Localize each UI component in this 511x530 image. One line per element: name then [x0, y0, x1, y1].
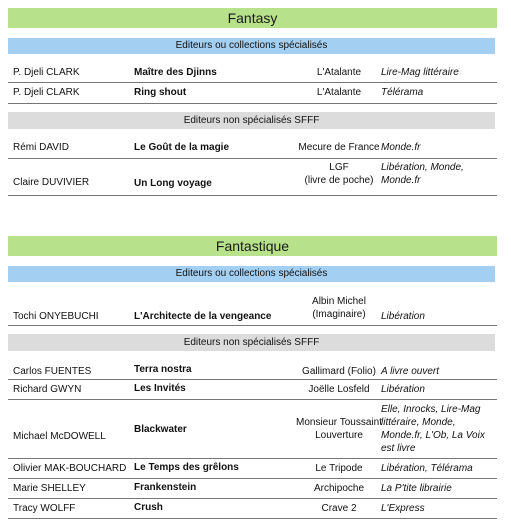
table-row [8, 357, 497, 379]
press-cell: Télérama [381, 87, 424, 98]
press-line: Monde.fr [381, 175, 421, 186]
table-row [8, 134, 497, 158]
press-line: Elle, Inrocks, Lire-Mag [381, 404, 481, 415]
press-cell: Libération [381, 384, 425, 395]
table-row [8, 380, 497, 399]
author-cell: P. Djeli CLARK [13, 67, 80, 78]
publisher-cell: L'Atalante [316, 87, 362, 98]
table-row [8, 83, 497, 103]
section-title-fantastique: Fantastique [8, 236, 497, 256]
author-cell: Richard GWYN [13, 384, 82, 395]
table-row [8, 479, 497, 498]
title-cell: Maître des Djinns [134, 67, 217, 78]
section-title-fantasy: Fantasy [8, 8, 497, 28]
publisher-cell: Gallimard (Folio) [302, 366, 376, 377]
table-row [8, 459, 497, 478]
title-cell: Terra nostra [134, 364, 192, 375]
specialized-header: Editeurs ou collections spécialisés [8, 266, 495, 282]
publisher-cell: Mecure de France [298, 142, 380, 153]
author-cell: Carlos FUENTES [13, 366, 92, 377]
title-cell: Frankenstein [134, 482, 197, 493]
table-row [8, 499, 497, 518]
nonspecialized-header: Editeurs non spécialisés SFFF [8, 112, 495, 129]
author-cell: Claire DUVIVIER [13, 177, 90, 188]
publisher-line: (livre de poche) [304, 175, 374, 186]
specialized-header: Editeurs ou collections spécialisés [8, 38, 495, 54]
row-divider [8, 325, 497, 326]
press-cell [381, 403, 501, 455]
press-cell: Libération, Télérama [381, 463, 473, 474]
author-cell: Tracy WOLFF [13, 503, 76, 514]
row-divider [8, 518, 497, 519]
table-row [8, 159, 497, 195]
publisher-cell: L'Atalante [316, 67, 362, 78]
row-divider [8, 103, 497, 104]
publisher-line: Louverture [315, 430, 363, 441]
press-cell: Monde.fr [381, 142, 421, 153]
title-cell: Blackwater [134, 424, 187, 435]
press-cell: Lire-Mag littéraire [381, 67, 459, 78]
row-divider [8, 195, 497, 196]
title-cell: Le Goût de la magie [134, 142, 230, 153]
press-cell: A livre ouvert [381, 366, 439, 377]
press-line: littéraire, Monde, [381, 417, 456, 428]
publisher-line: LGF [329, 162, 349, 173]
press-line: est livre [381, 443, 416, 454]
press-cell: Libération [381, 311, 425, 322]
table-row [8, 400, 497, 458]
nonspecialized-header: Editeurs non spécialisés SFFF [8, 334, 495, 351]
title-cell: Un Long voyage [134, 178, 212, 189]
author-cell: Michael McDOWELL [13, 431, 106, 442]
press-line: Monde.fr, L'Ob, La Voix [381, 430, 485, 441]
press-cell [381, 161, 501, 187]
press-cell: L'Express [381, 503, 425, 514]
author-cell: Marie SHELLEY [13, 483, 86, 494]
title-cell: Ring shout [134, 87, 187, 98]
title-cell: Crush [134, 502, 163, 513]
publisher-line: Monsieur Toussaint [296, 417, 382, 428]
author-cell: Tochi ONYEBUCHI [13, 311, 99, 322]
press-cell: La P'tite librairie [381, 483, 452, 494]
table-row [8, 289, 497, 325]
publisher-line: (Imaginaire) [312, 309, 366, 320]
author-cell: P. Djeli CLARK [13, 87, 80, 98]
title-cell: L'Architecte de la vengeance [134, 311, 272, 322]
author-cell: Olivier MAK-BOUCHARD [13, 463, 127, 474]
press-line: Libération, Monde, [381, 162, 464, 173]
publisher-cell: Le Tripode [315, 463, 363, 474]
author-cell: Rémi DAVID [13, 142, 69, 153]
title-cell: Le Temps des grêlons [134, 462, 239, 473]
publisher-cell: Crave 2 [321, 503, 357, 514]
publisher-cell: Archipoche [313, 483, 365, 494]
publisher-cell: Joëlle Losfeld [308, 384, 370, 395]
publisher-line: Albin Michel [312, 296, 366, 307]
title-cell: Les Invités [134, 383, 186, 394]
table-row [8, 58, 497, 82]
